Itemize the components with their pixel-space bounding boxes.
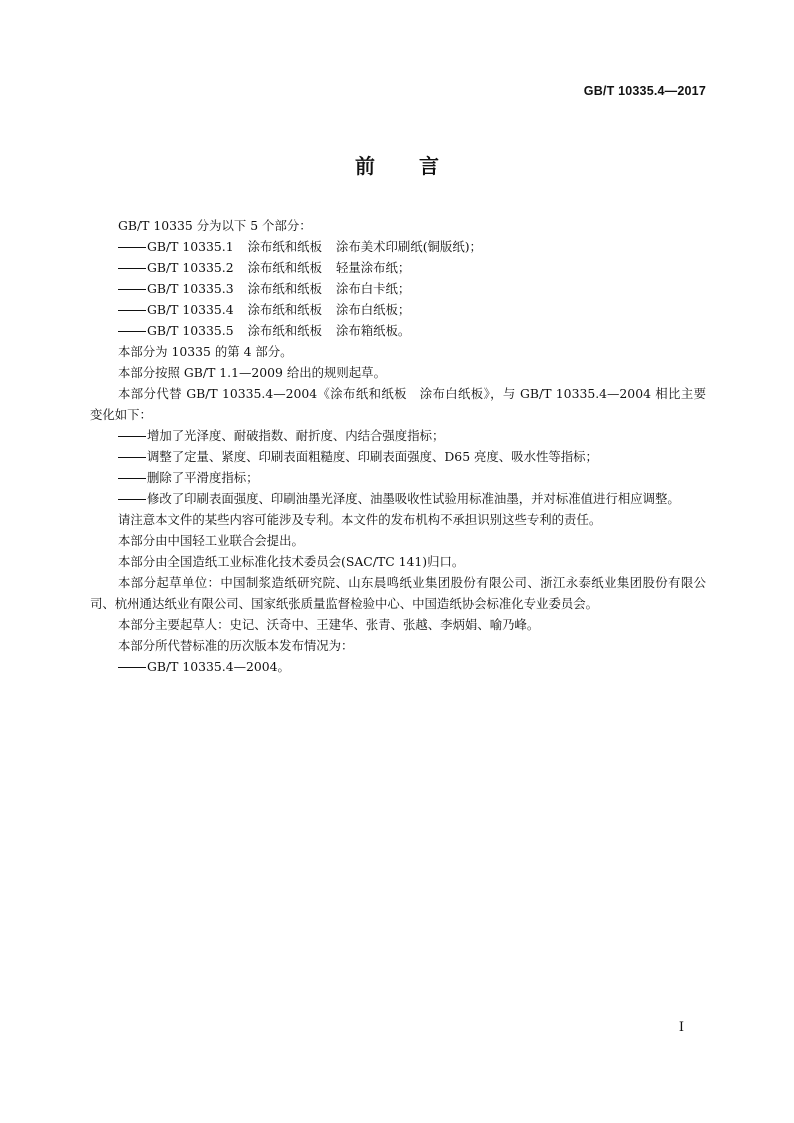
history-paragraph: 本部分所代替标准的历次版本发布情况为： — [118, 638, 354, 653]
part-item-3: GB/T 10335.3 涂布纸和纸板 涂布白卡纸； — [90, 278, 706, 299]
drafters-paragraph: 本部分主要起草人：史记、沃奇中、王建华、张青、张越、李炳娟、喻乃峰。 — [118, 617, 540, 632]
foreword-body — [90, 215, 706, 677]
page-title: 前言 — [355, 154, 483, 178]
patent-paragraph: 请注意本文件的某些内容可能涉及专利。本文件的发布机构不承担识别这些专利的责任。 — [118, 512, 602, 527]
change-item-4: 修改了印刷表面强度、印刷油墨光泽度、油墨吸收性试验用标准油墨，并对标准值进行相应调整。 — [90, 488, 706, 509]
change-item-3: 删除了平滑度指标； — [90, 467, 706, 488]
dash-mark — [118, 310, 146, 311]
part-item-4: GB/T 10335.4 涂布纸和纸板 涂布白纸板； — [90, 299, 706, 320]
replacement-paragraph: 本部分代替 GB/T 10335.4—2004《涂布纸和纸板 涂布白纸板》，与 GB/T 10335.4—2004 相比主要变化如下： — [90, 386, 706, 422]
page-number: I — [678, 1020, 684, 1035]
drafting-units-paragraph: 本部分起草单位：中国制浆造纸研究院、山东晨鸣纸业集团股份有限公司、浙江永泰纸业集团股份有限公司、杭州通达纸业有限公司、国家纸张质量监督检验中心、中国造纸协会标准化专业委员会。 — [90, 575, 706, 611]
dash-mark — [118, 499, 146, 500]
history-item-1: GB/T 10335.4—2004。 — [90, 656, 706, 677]
dash-mark — [118, 457, 146, 458]
part-item-1: GB/T 10335.1 涂布纸和纸板 涂布美术印刷纸(铜版纸)； — [90, 236, 706, 257]
part-item-5: GB/T 10335.5 涂布纸和纸板 涂布箱纸板。 — [90, 320, 706, 341]
standard-code: GB/T 10335.4—2017 — [583, 84, 706, 98]
dash-mark — [118, 478, 146, 479]
dash-mark — [118, 331, 146, 332]
intro-paragraph: GB/T 10335 分为以下 5 个部分： — [118, 218, 312, 233]
dash-mark — [118, 436, 146, 437]
part-number-paragraph: 本部分为 10335 的第 4 部分。 — [118, 344, 293, 359]
dash-mark — [118, 268, 146, 269]
proposed-by-paragraph: 本部分由中国轻工业联合会提出。 — [118, 533, 304, 548]
dash-mark — [118, 289, 146, 290]
dash-mark — [118, 667, 146, 668]
dash-mark — [118, 247, 146, 248]
change-item-2: 调整了定量、紧度、印刷表面粗糙度、印刷表面强度、D65 亮度、吸水性等指标； — [90, 446, 706, 467]
change-item-1: 增加了光泽度、耐破指数、耐折度、内结合强度指标； — [90, 425, 706, 446]
centralized-by-paragraph: 本部分由全国造纸工业标准化技术委员会(SAC/TC 141)归口。 — [118, 554, 465, 569]
part-item-2: GB/T 10335.2 涂布纸和纸板 轻量涂布纸； — [90, 257, 706, 278]
drafting-rules-paragraph: 本部分按照 GB/T 1.1—2009 给出的规则起草。 — [118, 365, 386, 380]
